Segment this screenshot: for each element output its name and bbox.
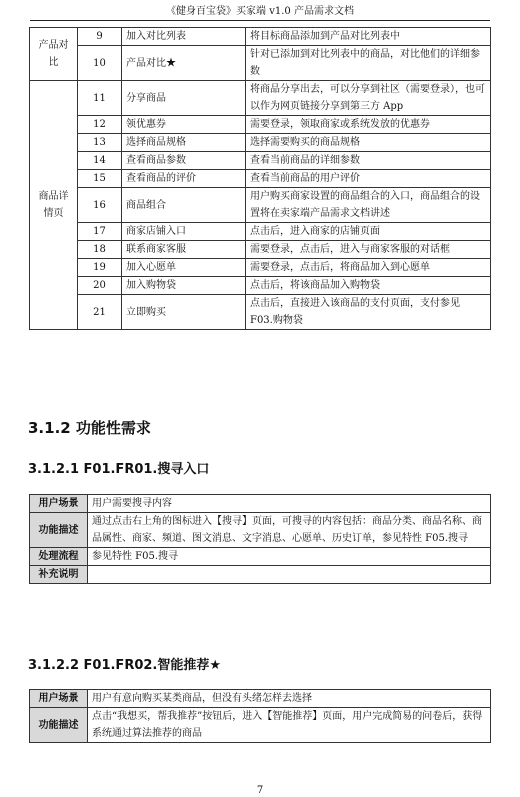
- feature-table: [29, 27, 491, 330]
- document-header: 《健身百宝袋》买家端 v1.0 产品需求文档: [30, 6, 490, 21]
- feature-number: 21: [78, 295, 122, 330]
- feature-number: 14: [78, 152, 122, 170]
- requirement-label: 功能描述: [30, 513, 88, 548]
- feature-description: 选择需要购买的商品规格: [246, 134, 491, 152]
- feature-number: 17: [78, 223, 122, 241]
- feature-number: 10: [78, 46, 122, 81]
- requirement-label: 补充说明: [30, 566, 88, 584]
- feature-row: [30, 134, 491, 152]
- requirement-row: [30, 708, 491, 743]
- requirement-value: 点击“我想买，帮我推荐”按钮后，进入【智能推荐】页面，用户完成简易的问卷后，获得系统通过算法推荐的商品: [88, 708, 491, 743]
- feature-row: [30, 188, 491, 223]
- requirement-row: [30, 690, 491, 708]
- feature-row: [30, 170, 491, 188]
- feature-name: 立即购买: [122, 295, 246, 330]
- requirement-label: 用户场景: [30, 690, 88, 708]
- feature-name: 联系商家客服: [122, 241, 246, 259]
- requirement-value: 通过点击右上角的图标进入【搜寻】页面，可搜寻的内容包括：商品分类、商品名称、商品属性、商家、频道、图文消息、文字消息、心愿单、历史订单，参见特性 F05.搜寻: [88, 513, 491, 548]
- feature-name: 加入购物袋: [122, 277, 246, 295]
- feature-number: 13: [78, 134, 122, 152]
- feature-row: [30, 116, 491, 134]
- requirement-table: [29, 689, 491, 743]
- feature-row: [30, 223, 491, 241]
- feature-description: 需要登录，点击后，将商品加入到心愿单: [246, 259, 491, 277]
- feature-row: [30, 295, 491, 330]
- feature-number: 19: [78, 259, 122, 277]
- requirement-table: [29, 494, 491, 584]
- page-number: 7: [256, 785, 264, 796]
- requirement-row: [30, 566, 491, 584]
- requirement-label: 用户场景: [30, 495, 88, 513]
- requirement-row: [30, 513, 491, 548]
- requirement-value: 用户需要搜寻内容: [88, 495, 491, 513]
- feature-name: 选择商品规格: [122, 134, 246, 152]
- feature-name: 分享商品: [122, 81, 246, 116]
- feature-row: [30, 259, 491, 277]
- feature-description: 针对已添加到对比列表中的商品，对比他们的详细参数: [246, 46, 491, 81]
- feature-description: 点击后，将该商品加入购物袋: [246, 277, 491, 295]
- feature-name: 查看商品参数: [122, 152, 246, 170]
- feature-name: 查看商品的评价: [122, 170, 246, 188]
- feature-name: 商家店铺入口: [122, 223, 246, 241]
- feature-row: [30, 81, 491, 116]
- feature-name: 加入对比列表: [122, 28, 246, 46]
- feature-description: 将目标商品添加到产品对比列表中: [246, 28, 491, 46]
- feature-name: 商品组合: [122, 188, 246, 223]
- feature-number: 9: [78, 28, 122, 46]
- feature-number: 11: [78, 81, 122, 116]
- feature-group-name: 商品详 情页: [30, 81, 78, 330]
- requirement-title: 3.1.2.1 F01.FR01.搜寻入口: [28, 462, 210, 477]
- feature-row: [30, 46, 491, 81]
- feature-description: 需要登录，领取商家或系统发放的优惠券: [246, 116, 491, 134]
- feature-description: 查看当前商品的用户评价: [246, 170, 491, 188]
- requirement-label: 功能描述: [30, 708, 88, 743]
- feature-name: 领优惠券: [122, 116, 246, 134]
- feature-description: 用户购买商家设置的商品组合的入口，商品组合的设置将在卖家端产品需求文档讲述: [246, 188, 491, 223]
- feature-row: [30, 152, 491, 170]
- feature-row: [30, 28, 491, 46]
- requirement-row: [30, 495, 491, 513]
- feature-description: 查看当前商品的详细参数: [246, 152, 491, 170]
- requirement-row: [30, 548, 491, 566]
- feature-description: 点击后，进入商家的店铺页面: [246, 223, 491, 241]
- requirement-value: [88, 566, 491, 584]
- feature-number: 15: [78, 170, 122, 188]
- feature-group-name: 产品对 比: [30, 28, 78, 81]
- requirement-title: 3.1.2.2 F01.FR02.智能推荐★: [28, 658, 222, 673]
- feature-number: 20: [78, 277, 122, 295]
- feature-number: 16: [78, 188, 122, 223]
- requirement-value: 用户有意向购买某类商品，但没有头绪怎样去选择: [88, 690, 491, 708]
- feature-description: 点击后，直接进入该商品的支付页面，支付参见 F03.购物袋: [246, 295, 491, 330]
- feature-number: 18: [78, 241, 122, 259]
- feature-name: 加入心愿单: [122, 259, 246, 277]
- requirement-label: 处理流程: [30, 548, 88, 566]
- feature-description: 需要登录，点击后，进入与商家客服的对话框: [246, 241, 491, 259]
- feature-description: 将商品分享出去，可以分享到社区（需要登录），也可以作为网页链接分享到第三方 App: [246, 81, 491, 116]
- feature-row: [30, 277, 491, 295]
- requirement-value: 参见特性 F05.搜寻: [88, 548, 491, 566]
- section-title: 3.1.2 功能性需求: [28, 419, 151, 437]
- feature-number: 12: [78, 116, 122, 134]
- feature-row: [30, 241, 491, 259]
- feature-name: 产品对比★: [122, 46, 246, 81]
